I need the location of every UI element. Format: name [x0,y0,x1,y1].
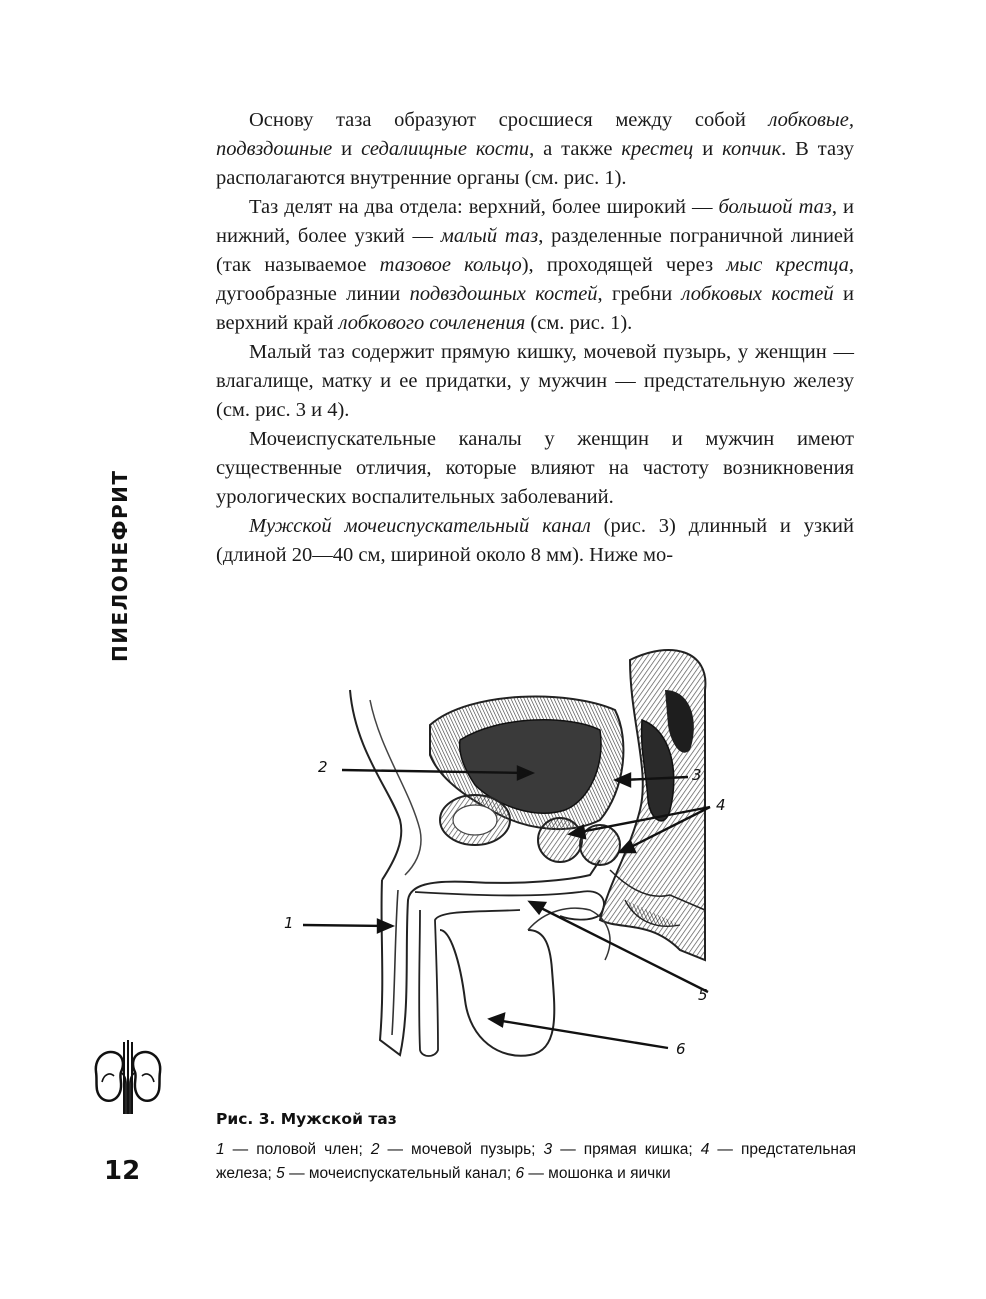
paragraph: Мочеиспускательные каналы у женщин и мужчин имеют существенные отличия, которые влияют на частоту возникновения урологических воспалительных заболеваний. [216,428,854,508]
italic-term: седалищные кости [361,138,530,160]
italic-term: мыс крестца [726,254,849,276]
paragraph: Таз делят на два отдела: верхний, более широкий — большой таз, и нижний, более узкий — малый таз, разделенные пограничной линией (так называемое тазовое кольцо), проходящей через мыс крестца, дугообразные линии подвздошных костей, гребни лобковых костей и верхний край лобкового сочленения (см. рис. 1). [216,196,855,334]
figure-label-4: 4 [716,796,726,814]
kidney-icon [88,1038,168,1116]
italic-term: крестец [621,138,694,160]
legend-item: 3 — прямая кишка; [543,1141,701,1158]
legend-item: 2 — мочевой пузырь; [370,1141,544,1158]
italic-term: подвздошных костей [409,283,598,305]
male-pelvis-illustration [270,630,740,1070]
figure-label-5: 5 [698,986,708,1004]
legend-item: 1 — половой член; [216,1141,371,1158]
figure-caption-legend [216,1138,856,1186]
body-text [216,106,854,570]
page-number: 12 [104,1156,141,1186]
figure-label-6: 6 [676,1040,686,1058]
anatomy-figure [270,630,740,1070]
italic-term: лобковых костей [681,283,834,305]
italic-term: лобковые, подвздошные [216,109,854,160]
italic-term: большой таз [718,196,832,218]
paragraph: Мужской мочеиспускательный канал (рис. 3) длинный и узкий (длиной 20—40 см, шириной около 8 мм). Ниже мо- [216,515,854,566]
figure-label-3: 3 [692,766,702,784]
paragraph: Малый таз содержит прямую кишку, мочевой пузырь, у женщин — влагалище, матку и ее придатки, у мужчин — предстательную железу (см. рис. 3 и 4). [216,341,854,421]
italic-term: тазовое кольцо [379,254,522,276]
paragraph: Основу таза образуют сросшиеся между собой лобковые, подвздошные и седалищные кости, а также крестец и копчик. В тазу располагаются внутренние органы (см. рис. 1). [216,109,854,189]
italic-term: лобкового сочленения [338,312,526,334]
italic-term: Мужской мочеиспускательный канал [249,515,591,537]
italic-term: малый таз [440,225,539,247]
legend-item: 5 — мочеиспускательный канал; [276,1165,516,1182]
italic-term: копчик [722,138,782,160]
legend-item: 6 — мошонка и яички [515,1165,671,1182]
figure-label-1: 1 [284,914,294,932]
figure-label-2: 2 [318,758,328,776]
running-head: ПИЕЛОНЕФРИТ [108,469,132,662]
legend-item: 4 — предстательная железа; [216,1141,856,1182]
figure-caption-title: Рис. 3. Мужской таз [216,1110,397,1128]
